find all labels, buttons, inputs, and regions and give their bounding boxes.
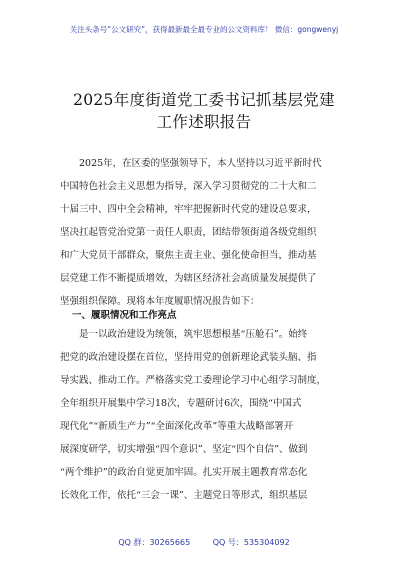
section-heading: 一、履职情况和工作亮点 xyxy=(72,310,177,321)
text-line: 导实践、推动工作。严格落实党工委理论学习中心组学习制度， xyxy=(60,375,327,386)
title-line-2: 工作述职报告 xyxy=(156,113,252,131)
text-line: 层党建工作不断提质增效，为辖区经济社会高质量发展提供了 xyxy=(60,273,317,284)
text-line: 十届三中、四中全会精神，牢牢把握新时代党的建设总要求， xyxy=(60,204,317,215)
intro-paragraph xyxy=(60,152,360,313)
text-line: 中国特色社会主义思想为指导，深入学习贯彻党的二十大和二 xyxy=(60,181,317,192)
text-line: 坚强组织保障。现将本年度履职情况报告如下： xyxy=(60,296,260,307)
body-paragraph xyxy=(60,323,360,507)
footer-contact xyxy=(0,537,408,548)
header-note: 关注头条号“公文研究”，获得最新最全最专业的公文资料库！ 微信：gongwenyj xyxy=(69,25,339,34)
text-line: 长效化工作，依托“三会一课”、主题党日等形式，组织基层 xyxy=(60,490,308,501)
qq-number: QQ 号：535304092 xyxy=(212,538,290,547)
text-line: 2025年，在区委的坚强领导下，本人坚持以习近平新时代 xyxy=(79,158,322,169)
text-line: 坚决扛起管党治党第一责任人职责，团结带领街道各级党组织 xyxy=(60,227,317,238)
text-line: “两个维护”的政治自觉更加牢固。扎实开展主题教育常态化 xyxy=(60,467,308,478)
title-line-1: 2025年度街道党工委书记抓基层党建 xyxy=(73,91,335,109)
text-line: 是一以政治建设为统领，筑牢思想根基“压舱石”。始终 xyxy=(79,329,308,340)
text-line: 展深度研学，切实增强“四个意识”、坚定“四个自信”、做到 xyxy=(60,444,308,455)
text-line: 现代化”“新质生产力”“全面深化改革”等重大战略部署开 xyxy=(60,421,294,432)
qq-group: QQ 群：30265665 xyxy=(118,538,191,547)
text-line: 全年组织开展集中学习18次，专题研讨6次，围绕“中国式 xyxy=(60,398,302,409)
text-line: 把党的政治建设摆在首位，坚持用党的创新理论武装头脑、指 xyxy=(60,352,317,363)
text-line: 和广大党员干部群众，聚焦主责主业、强化使命担当，推动基 xyxy=(60,250,317,261)
